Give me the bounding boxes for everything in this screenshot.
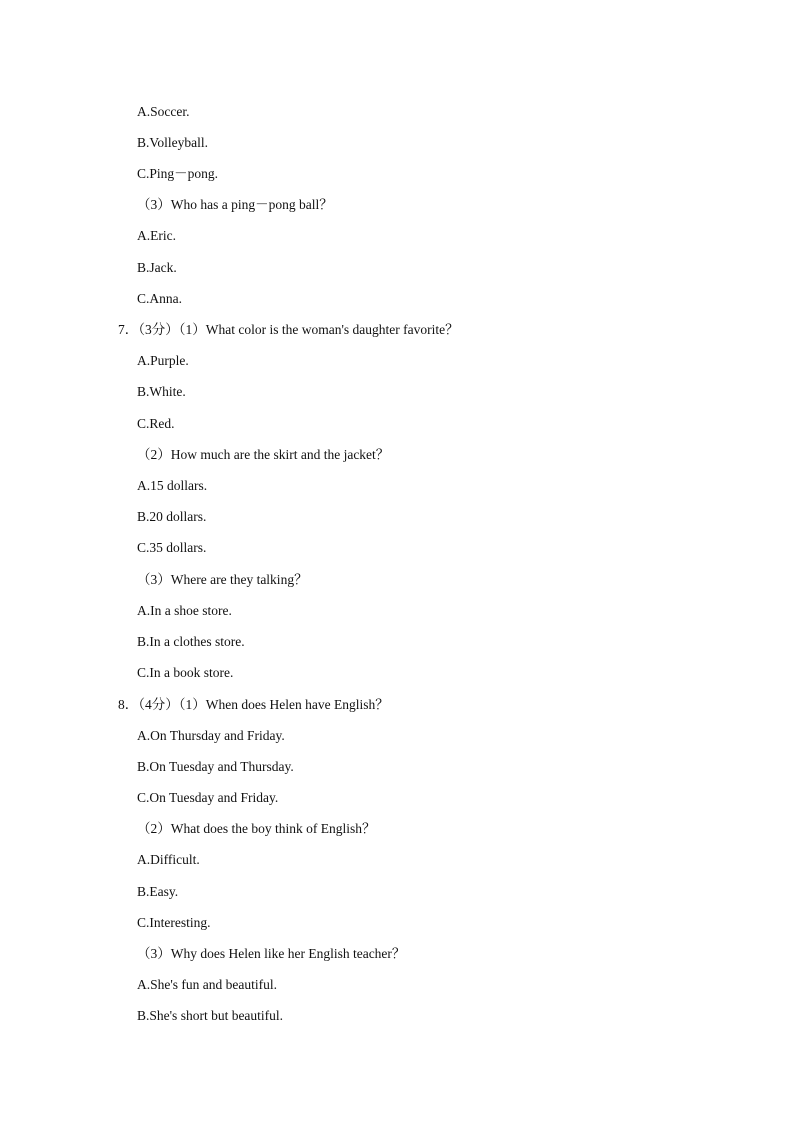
question-8: 8．（4分）（1）When does Helen have English？ <box>118 697 389 712</box>
sub-question-8-2: （2）What does the boy think of English？ <box>137 821 376 836</box>
option-interesting: C.Interesting. <box>137 915 211 930</box>
option-shoe-store: A.In a shoe store. <box>137 603 232 618</box>
option-book-store: C.In a book store. <box>137 665 234 680</box>
sub-question-7-2: （2）How much are the skirt and the jacket？ <box>137 447 390 462</box>
option-red: C.Red. <box>137 416 175 431</box>
option-eric: A.Eric. <box>137 228 176 243</box>
option-tuesday-thursday: B.On Tuesday and Thursday. <box>137 759 294 774</box>
option-short-beautiful: B.She's short but beautiful. <box>137 1008 284 1023</box>
option-tuesday-friday: C.On Tuesday and Friday. <box>137 790 279 805</box>
sub-question-6-3: （3）Who has a ping－pong ball？ <box>137 197 333 212</box>
sub-question-8-3: （3）Why does Helen like her English teacher？ <box>137 946 406 961</box>
option-easy: B.Easy. <box>137 884 179 899</box>
option-difficult: A.Difficult. <box>137 852 200 867</box>
option-fun-beautiful: A.She's fun and beautiful. <box>137 977 278 992</box>
option-35-dollars: C.35 dollars. <box>137 540 207 555</box>
option-jack: B.Jack. <box>137 260 177 275</box>
option-volleyball: B.Volleyball. <box>137 135 209 150</box>
question-7: 7．（3分）（1）What color is the woman's daughter favorite？ <box>118 322 459 337</box>
option-ping-pong: C.Ping－pong. <box>137 166 219 181</box>
option-15-dollars: A.15 dollars. <box>137 478 208 493</box>
option-white: B.White. <box>137 384 186 399</box>
option-soccer: A.Soccer. <box>137 104 190 119</box>
option-clothes-store: B.In a clothes store. <box>137 634 245 649</box>
option-purple: A.Purple. <box>137 353 189 368</box>
option-anna: C.Anna. <box>137 291 182 306</box>
sub-question-7-3: （3）Where are they talking？ <box>137 572 308 587</box>
option-20-dollars: B.20 dollars. <box>137 509 207 524</box>
option-thursday-friday: A.On Thursday and Friday. <box>137 728 285 743</box>
